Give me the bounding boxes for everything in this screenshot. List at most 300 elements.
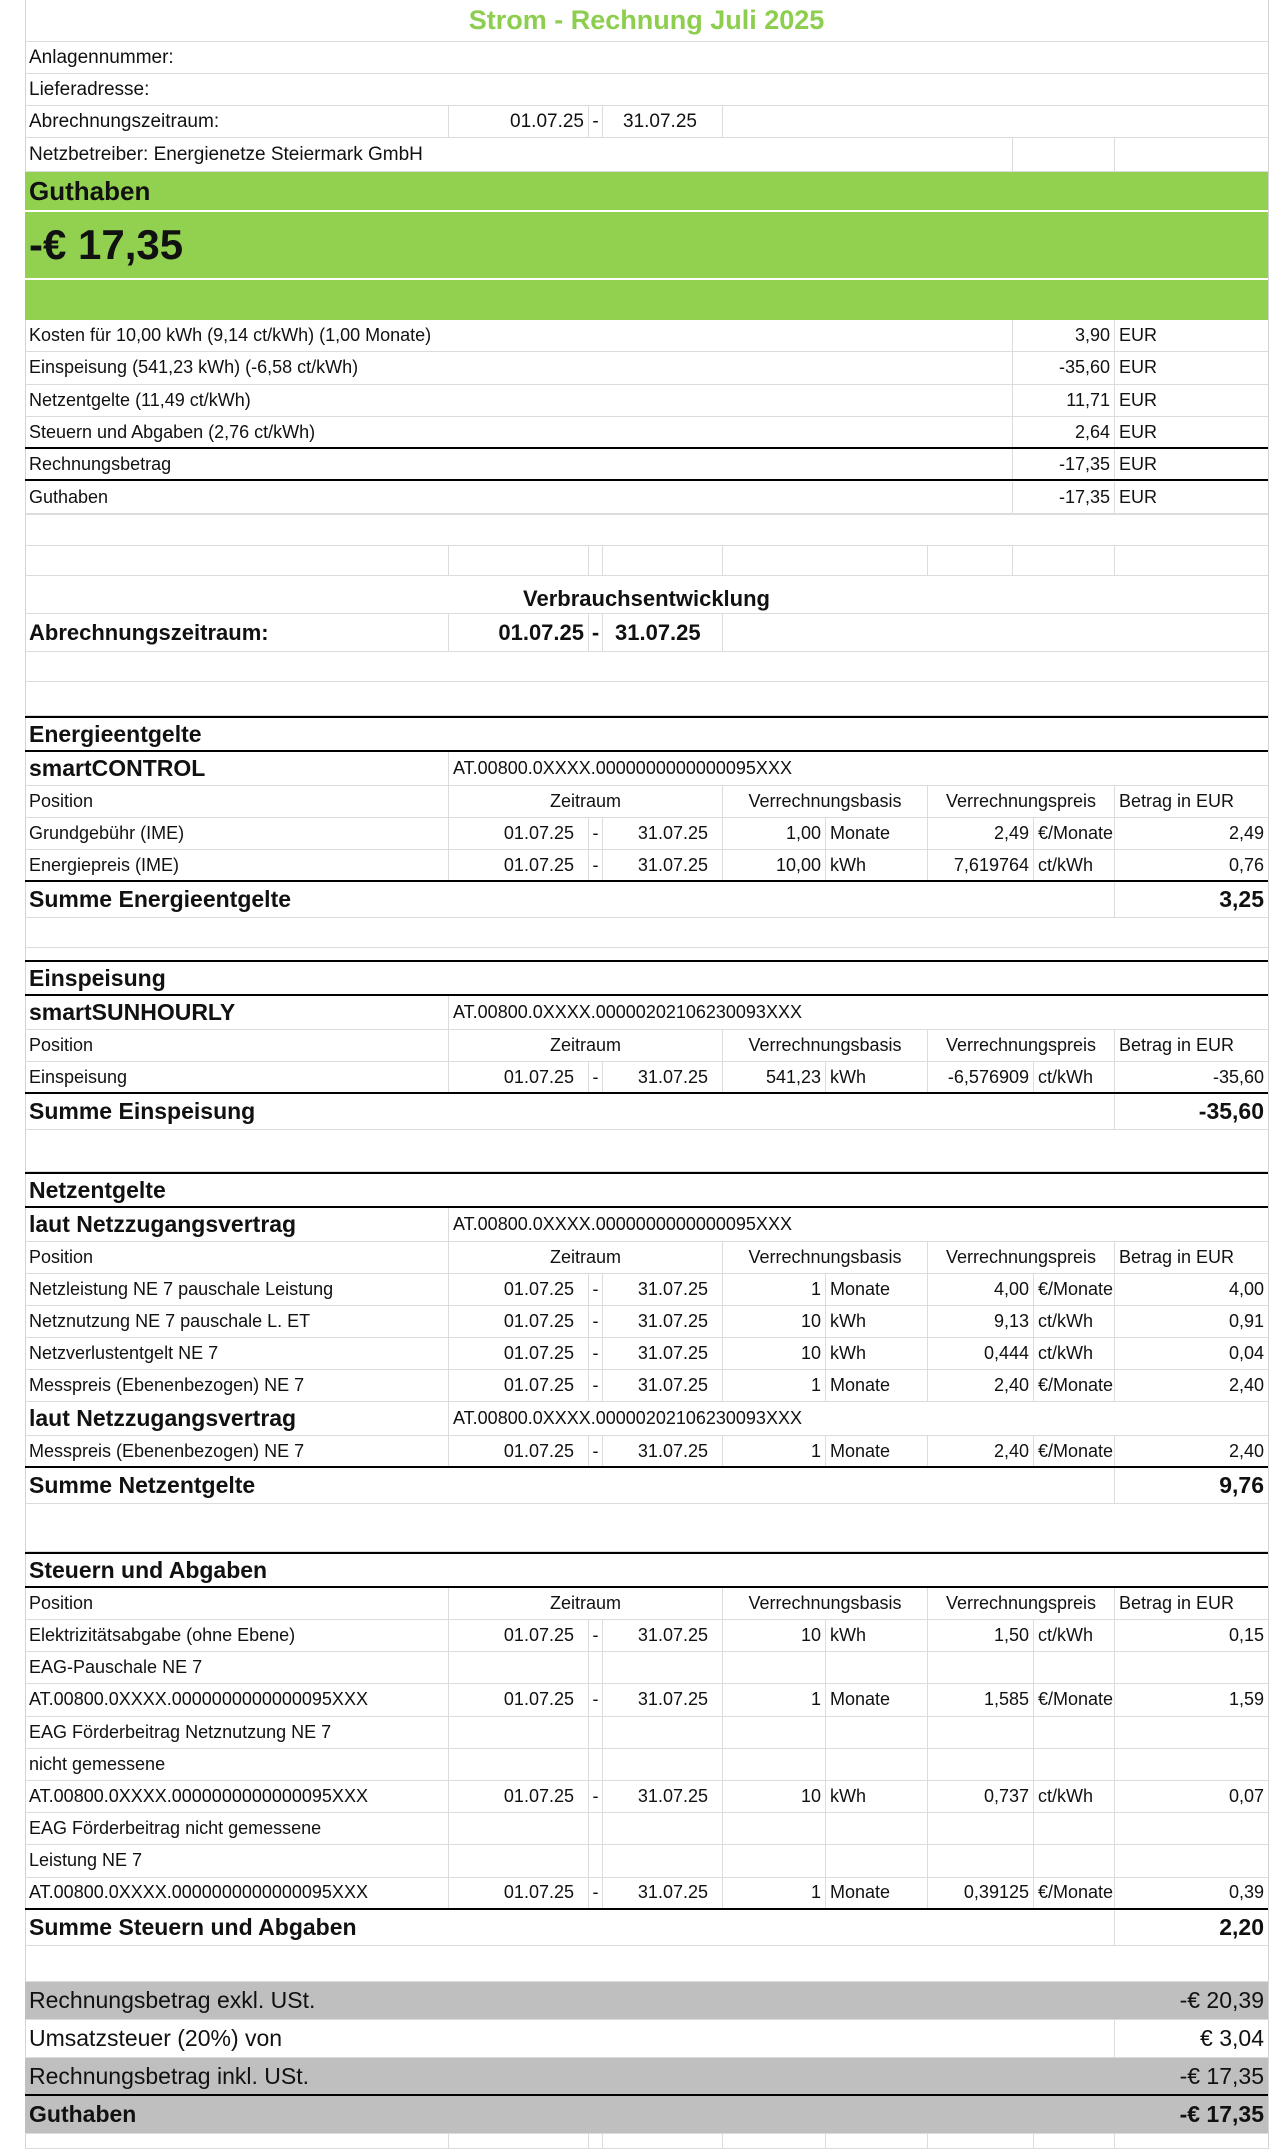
item-position: EAG Förderbeitrag nicht gemessene (29, 1818, 322, 1839)
section-heading-row (25, 960, 1268, 996)
item-position: Netzverlustentgelt NE 7 (29, 1343, 219, 1363)
item-basis (722, 1717, 825, 1748)
total-value: € 3,04 (1114, 2020, 1268, 2057)
item-sep (588, 1717, 602, 1748)
item-price: 2,40 (927, 1370, 1033, 1401)
item-price-unit: ct/kWh (1033, 1338, 1114, 1369)
item-from: 01.07.25 (448, 1436, 588, 1466)
line-item-row (25, 1652, 1268, 1684)
item-from: 01.07.25 (448, 850, 588, 880)
item-amount (1114, 1813, 1268, 1844)
column-header-row (25, 786, 1268, 818)
item-position: EAG-Pauschale NE 7 (29, 1657, 203, 1678)
item-to: 31.07.25 (602, 1781, 722, 1812)
item-from: 01.07.25 (448, 818, 588, 849)
row-gutter (0, 0, 26, 2149)
item-amount: 0,07 (1114, 1781, 1268, 1812)
line-item-row (25, 1684, 1268, 1716)
summary-row (25, 449, 1268, 481)
spacer (25, 1946, 1268, 1982)
item-price: 9,13 (927, 1306, 1033, 1337)
line-item-row (25, 850, 1268, 882)
item-position: Einspeisung (29, 1066, 128, 1087)
total-value: -€ 17,35 (1179, 2101, 1264, 2127)
section-heading: Steuern und Abgaben (29, 1556, 268, 1583)
sum-value: 2,20 (1114, 1910, 1268, 1945)
item-price-unit: ct/kWh (1033, 850, 1114, 880)
item-amount: 0,39 (1114, 1878, 1268, 1908)
item-basis: 10 (722, 1620, 825, 1651)
item-position: Elektrizitätsabgabe (ohne Ebene) (29, 1625, 296, 1646)
summary-value: -17,35 (1012, 482, 1114, 513)
col-header-zeitraum: Zeitraum (448, 1588, 722, 1619)
item-price-unit: €/Monate (1033, 818, 1114, 849)
summary-value: -17,35 (1012, 449, 1114, 479)
item-sep: - (588, 1436, 602, 1466)
item-from (448, 1652, 588, 1683)
item-to: 31.07.25 (602, 1370, 722, 1401)
item-from (448, 1813, 588, 1844)
guthaben-banner-label: Guthaben (29, 175, 151, 206)
period-label: Abrechnungszeitraum: (29, 110, 220, 132)
sum-value: -35,60 (1114, 1094, 1268, 1129)
item-basis-unit: Monate (825, 1878, 927, 1908)
section-heading: Einspeisung (29, 964, 166, 991)
item-from: 01.07.25 (448, 1781, 588, 1812)
col-header-betrag: Betrag in EUR (1114, 1242, 1268, 1273)
item-basis (722, 1749, 825, 1780)
item-from: 01.07.25 (448, 1684, 588, 1715)
item-basis-unit: kWh (825, 1781, 927, 1812)
item-position: AT.00800.0XXXX.0000000000000095XXX (29, 1689, 368, 1710)
line-item-row (25, 1717, 1268, 1749)
item-price-unit: ct/kWh (1033, 1781, 1114, 1812)
grid-line (927, 2134, 928, 2148)
sum-row (25, 1468, 1268, 1504)
total-row (25, 1982, 1268, 2020)
item-to (602, 1749, 722, 1780)
item-amount (1114, 1717, 1268, 1748)
col-header-basis: Verrechnungsbasis (722, 786, 927, 817)
summary-currency: EUR (1114, 320, 1268, 351)
verbrauch-from: 01.07.25 (448, 614, 588, 651)
item-amount (1114, 1845, 1268, 1876)
item-price-unit (1033, 1813, 1114, 1844)
item-amount: 0,04 (1114, 1338, 1268, 1369)
item-price-unit: ct/kWh (1033, 1620, 1114, 1651)
item-sep: - (588, 1306, 602, 1337)
product-row (25, 1402, 1268, 1436)
item-to: 31.07.25 (602, 818, 722, 849)
verbrauch-period-row (25, 614, 1268, 652)
summary-value: 11,71 (1012, 385, 1114, 416)
product-name: laut Netzzugangsvertrag (29, 1405, 297, 1431)
spacer (25, 1504, 1268, 1552)
item-amount: 2,40 (1114, 1370, 1268, 1401)
item-basis-unit: Monate (825, 1274, 927, 1305)
product-row (25, 1208, 1268, 1242)
item-price-unit (1033, 1717, 1114, 1748)
period-to: 31.07.25 (602, 106, 722, 137)
summary-label: Kosten für 10,00 kWh (9,14 ct/kWh) (1,00 Monate) (29, 325, 432, 346)
verbrauch-sep: - (588, 614, 602, 651)
item-amount (1114, 1749, 1268, 1780)
meter-id: AT.00800.0XXXX.00000202106230093XXX (448, 996, 1268, 1029)
summary-row (25, 482, 1268, 514)
item-position: Netzleistung NE 7 pauschale Leistung (29, 1279, 334, 1299)
total-value: -€ 20,39 (1179, 1987, 1264, 2013)
item-basis (722, 1652, 825, 1683)
item-to (602, 1717, 722, 1748)
item-amount: 0,76 (1114, 850, 1268, 880)
grid-line (722, 2134, 723, 2148)
col-header-position: Position (29, 1035, 94, 1055)
summary-label: Einspeisung (541,23 kWh) (-6,58 ct/kWh) (29, 357, 359, 378)
item-position: AT.00800.0XXXX.0000000000000095XXX (29, 1786, 368, 1807)
guthaben-banner-label-row (25, 172, 1268, 212)
line-item-row (25, 1781, 1268, 1813)
item-sep: - (588, 1338, 602, 1369)
grid-line (1033, 2134, 1034, 2148)
item-price-unit (1033, 1845, 1114, 1876)
item-basis: 1 (722, 1274, 825, 1305)
item-price (927, 1652, 1033, 1683)
item-position: Grundgebühr (IME) (29, 823, 185, 843)
item-price-unit: €/Monate (1033, 1436, 1114, 1466)
sum-row (25, 1910, 1268, 1946)
item-basis-unit: kWh (825, 1338, 927, 1369)
col-header-preis: Verrechnungspreis (927, 1030, 1114, 1061)
section-heading-row (25, 716, 1268, 752)
item-basis-unit: Monate (825, 818, 927, 849)
item-position: Messpreis (Ebenenbezogen) NE 7 (29, 1375, 305, 1395)
col-header-zeitraum: Zeitraum (448, 1242, 722, 1273)
grid-line (602, 2134, 603, 2148)
spacer (25, 1130, 1268, 1172)
summary-row (25, 320, 1268, 352)
item-basis-unit (825, 1845, 927, 1876)
item-price: 0,737 (927, 1781, 1033, 1812)
item-price (927, 1845, 1033, 1876)
column-header-row (25, 1588, 1268, 1620)
sum-label: Summe Einspeisung (29, 1098, 256, 1124)
summary-row (25, 352, 1268, 384)
sum-label: Summe Netzentgelte (29, 1472, 256, 1498)
item-to (602, 1813, 722, 1844)
item-amount: 4,00 (1114, 1274, 1268, 1305)
summary-value: 2,64 (1012, 417, 1114, 447)
line-item-row (25, 1338, 1268, 1370)
total-label: Rechnungsbetrag inkl. USt. (29, 2062, 309, 2089)
sum-row (25, 882, 1268, 918)
item-sep: - (588, 1062, 602, 1092)
item-basis: 1 (722, 1436, 825, 1466)
period-from: 01.07.25 (448, 106, 588, 137)
item-from: 01.07.25 (448, 1620, 588, 1651)
col-header-basis: Verrechnungsbasis (722, 1030, 927, 1061)
item-price: 0,39125 (927, 1878, 1033, 1908)
sum-value: 3,25 (1114, 882, 1268, 917)
item-basis: 10 (722, 1781, 825, 1812)
item-sep: - (588, 1878, 602, 1908)
item-basis-unit (825, 1813, 927, 1844)
item-price: 4,00 (927, 1274, 1033, 1305)
col-header-preis: Verrechnungspreis (927, 1588, 1114, 1619)
verbrauch-to: 31.07.25 (602, 614, 722, 651)
item-position: Energiepreis (IME) (29, 854, 180, 875)
lieferadresse-row (25, 74, 1268, 106)
anlagennummer-label: Anlagennummer: (29, 46, 174, 68)
total-row (25, 2058, 1268, 2096)
item-position: EAG Förderbeitrag Netznutzung NE 7 (29, 1721, 332, 1742)
col-header-preis: Verrechnungspreis (927, 1242, 1114, 1273)
item-basis-unit: kWh (825, 1306, 927, 1337)
item-basis-unit (825, 1652, 927, 1683)
grid-line (825, 2134, 826, 2148)
item-basis: 10 (722, 1306, 825, 1337)
item-amount: 2,49 (1114, 818, 1268, 849)
line-item-row (25, 1370, 1268, 1402)
item-to: 31.07.25 (602, 850, 722, 880)
col-header-zeitraum: Zeitraum (448, 1030, 722, 1061)
col-header-preis: Verrechnungspreis (927, 786, 1114, 817)
item-basis-unit: Monate (825, 1684, 927, 1715)
item-sep (588, 1813, 602, 1844)
total-value: -€ 17,35 (1179, 2062, 1264, 2089)
col-header-betrag: Betrag in EUR (1114, 1030, 1268, 1061)
item-price-unit: €/Monate (1033, 1878, 1114, 1908)
item-basis: 1 (722, 1878, 825, 1908)
line-item-row (25, 1845, 1268, 1877)
item-price-unit: ct/kWh (1033, 1306, 1114, 1337)
verbrauch-period-label: Abrechnungszeitraum: (29, 619, 269, 645)
item-basis-unit: kWh (825, 1062, 927, 1092)
item-from: 01.07.25 (448, 1878, 588, 1908)
item-amount (1114, 1652, 1268, 1683)
line-item-row (25, 1620, 1268, 1652)
sum-value: 9,76 (1114, 1468, 1268, 1503)
col-header-position: Position (29, 791, 94, 811)
item-sep: - (588, 818, 602, 849)
summary-currency: EUR (1114, 385, 1268, 416)
summary-label: Netzentgelte (11,49 ct/kWh) (29, 389, 251, 410)
item-to: 31.07.25 (602, 1306, 722, 1337)
blank-grid-row (25, 546, 1268, 576)
item-basis (722, 1813, 825, 1844)
column-header-row (25, 1030, 1268, 1062)
product-name: smartCONTROL (29, 755, 206, 781)
meter-id: AT.00800.0XXXX.00000202106230093XXX (448, 1402, 1268, 1435)
item-price (927, 1749, 1033, 1780)
item-sep: - (588, 1684, 602, 1715)
col-header-position: Position (29, 1247, 94, 1267)
item-sep: - (588, 1620, 602, 1651)
item-basis: 10 (722, 1338, 825, 1369)
summary-currency: EUR (1114, 352, 1268, 383)
item-to (602, 1845, 722, 1876)
line-item-row (25, 1878, 1268, 1910)
grid-line (448, 2134, 449, 2148)
trailing-grid-row (25, 2134, 1268, 2149)
summary-value: -35,60 (1012, 352, 1114, 383)
item-price-unit (1033, 1749, 1114, 1780)
col-header-basis: Verrechnungsbasis (722, 1588, 927, 1619)
summary-currency: EUR (1114, 417, 1268, 447)
summary-row (25, 385, 1268, 417)
item-amount: 0,91 (1114, 1306, 1268, 1337)
grid-line (588, 2134, 589, 2148)
summary-currency: EUR (1114, 449, 1268, 479)
item-price: 1,50 (927, 1620, 1033, 1651)
item-price-unit: €/Monate (1033, 1370, 1114, 1401)
item-price-unit (1033, 1652, 1114, 1683)
item-price: 0,444 (927, 1338, 1033, 1369)
item-basis: 1 (722, 1370, 825, 1401)
product-row (25, 996, 1268, 1030)
item-basis: 10,00 (722, 850, 825, 880)
grid-line (1114, 2134, 1115, 2148)
total-label: Rechnungsbetrag exkl. USt. (29, 1987, 316, 2013)
section-heading: Energieentgelte (29, 720, 202, 747)
spacer (25, 918, 1268, 948)
netzbetreiber-row (25, 138, 1268, 172)
item-basis-unit: Monate (825, 1370, 927, 1401)
summary-label: Steuern und Abgaben (2,76 ct/kWh) (29, 421, 316, 442)
item-to: 31.07.25 (602, 1338, 722, 1369)
item-sep: - (588, 1781, 602, 1812)
summary-spacer (25, 514, 1268, 515)
item-price (927, 1813, 1033, 1844)
period-row (25, 106, 1268, 138)
invoice-title: Strom - Rechnung Juli 2025 (468, 5, 825, 35)
lieferadresse-label: Lieferadresse: (29, 78, 150, 100)
summary-row (25, 417, 1268, 449)
line-item-row (25, 1062, 1268, 1094)
col-header-betrag: Betrag in EUR (1114, 1588, 1268, 1619)
item-from: 01.07.25 (448, 1274, 588, 1305)
summary-label: Rechnungsbetrag (29, 453, 172, 474)
section-heading-row (25, 1552, 1268, 1588)
sum-row (25, 1094, 1268, 1130)
sum-label: Summe Steuern und Abgaben (29, 1913, 357, 1940)
section-heading: Netzentgelte (29, 1176, 166, 1203)
guthaben-banner-amount: -€ 17,35 (29, 221, 184, 268)
item-sep: - (588, 850, 602, 880)
line-item-row (25, 1749, 1268, 1781)
item-position: AT.00800.0XXXX.0000000000000095XXX (29, 1882, 368, 1903)
col-header-position: Position (29, 1593, 94, 1613)
item-basis: 1,00 (722, 818, 825, 849)
product-name: laut Netzzugangsvertrag (29, 1211, 297, 1237)
item-to: 31.07.25 (602, 1878, 722, 1908)
item-price: 1,585 (927, 1684, 1033, 1715)
sheet-edge (1268, 0, 1280, 2149)
sum-label: Summe Energieentgelte (29, 886, 292, 912)
period-sep: - (588, 106, 602, 137)
item-amount: 2,40 (1114, 1436, 1268, 1466)
item-position: Messpreis (Ebenenbezogen) NE 7 (29, 1440, 305, 1461)
item-to: 31.07.25 (602, 1436, 722, 1466)
item-to: 31.07.25 (602, 1062, 722, 1092)
item-to: 31.07.25 (602, 1620, 722, 1651)
item-from: 01.07.25 (448, 1370, 588, 1401)
item-basis-unit (825, 1717, 927, 1748)
item-position: Netznutzung NE 7 pauschale L. ET (29, 1311, 311, 1331)
total-row (25, 2096, 1268, 2134)
item-sep (588, 1845, 602, 1876)
col-header-zeitraum: Zeitraum (448, 786, 722, 817)
item-basis: 1 (722, 1684, 825, 1715)
summary-value: 3,90 (1012, 320, 1114, 351)
netzbetreiber: Netzbetreiber: Energienetze Steiermark GmbH (29, 143, 423, 165)
item-price-unit: €/Monate (1033, 1274, 1114, 1305)
item-to: 31.07.25 (602, 1684, 722, 1715)
item-from: 01.07.25 (448, 1338, 588, 1369)
item-to (602, 1652, 722, 1683)
line-item-row (25, 818, 1268, 850)
item-from (448, 1717, 588, 1748)
item-amount: -35,60 (1114, 1062, 1268, 1092)
summary-currency: EUR (1114, 482, 1268, 513)
meter-id: AT.00800.0XXXX.0000000000000095XXX (448, 752, 1268, 785)
item-price: 7,619764 (927, 850, 1033, 880)
item-sep: - (588, 1370, 602, 1401)
total-label: Guthaben (29, 2101, 137, 2127)
item-price: -6,576909 (927, 1062, 1033, 1092)
meter-id: AT.00800.0XXXX.0000000000000095XXX (448, 1208, 1268, 1241)
item-from: 01.07.25 (448, 1306, 588, 1337)
item-basis-unit (825, 1749, 927, 1780)
item-amount: 1,59 (1114, 1684, 1268, 1715)
item-from: 01.07.25 (448, 1062, 588, 1092)
item-basis (722, 1845, 825, 1876)
col-header-basis: Verrechnungsbasis (722, 1242, 927, 1273)
guthaben-banner-amount-row (25, 212, 1268, 280)
item-basis-unit: kWh (825, 850, 927, 880)
verbrauch-heading: Verbrauchsentwicklung (523, 585, 770, 611)
item-basis: 541,23 (722, 1062, 825, 1092)
total-label: Umsatzsteuer (20%) von (29, 2025, 283, 2051)
item-position: nicht gemessene (29, 1753, 166, 1774)
product-row (25, 752, 1268, 786)
item-amount: 0,15 (1114, 1620, 1268, 1651)
guthaben-banner-spacer (25, 280, 1268, 320)
anlagennummer-row (25, 42, 1268, 74)
item-basis-unit: Monate (825, 1436, 927, 1466)
total-row (25, 2020, 1268, 2058)
item-sep (588, 1652, 602, 1683)
summary-label: Guthaben (29, 486, 109, 507)
item-sep: - (588, 1274, 602, 1305)
item-price (927, 1717, 1033, 1748)
item-price: 2,40 (927, 1436, 1033, 1466)
item-to: 31.07.25 (602, 1274, 722, 1305)
item-from (448, 1845, 588, 1876)
product-name: smartSUNHOURLY (29, 999, 236, 1025)
title-row (25, 0, 1268, 42)
line-item-row (25, 1813, 1268, 1845)
item-position: Leistung NE 7 (29, 1850, 143, 1871)
item-price-unit: €/Monate (1033, 1684, 1114, 1715)
line-item-row (25, 1436, 1268, 1468)
verbrauch-heading-row (25, 576, 1268, 614)
col-header-betrag: Betrag in EUR (1114, 786, 1268, 817)
line-item-row (25, 1274, 1268, 1306)
item-basis-unit: kWh (825, 1620, 927, 1651)
item-sep (588, 1749, 602, 1780)
item-price: 2,49 (927, 818, 1033, 849)
item-from (448, 1749, 588, 1780)
